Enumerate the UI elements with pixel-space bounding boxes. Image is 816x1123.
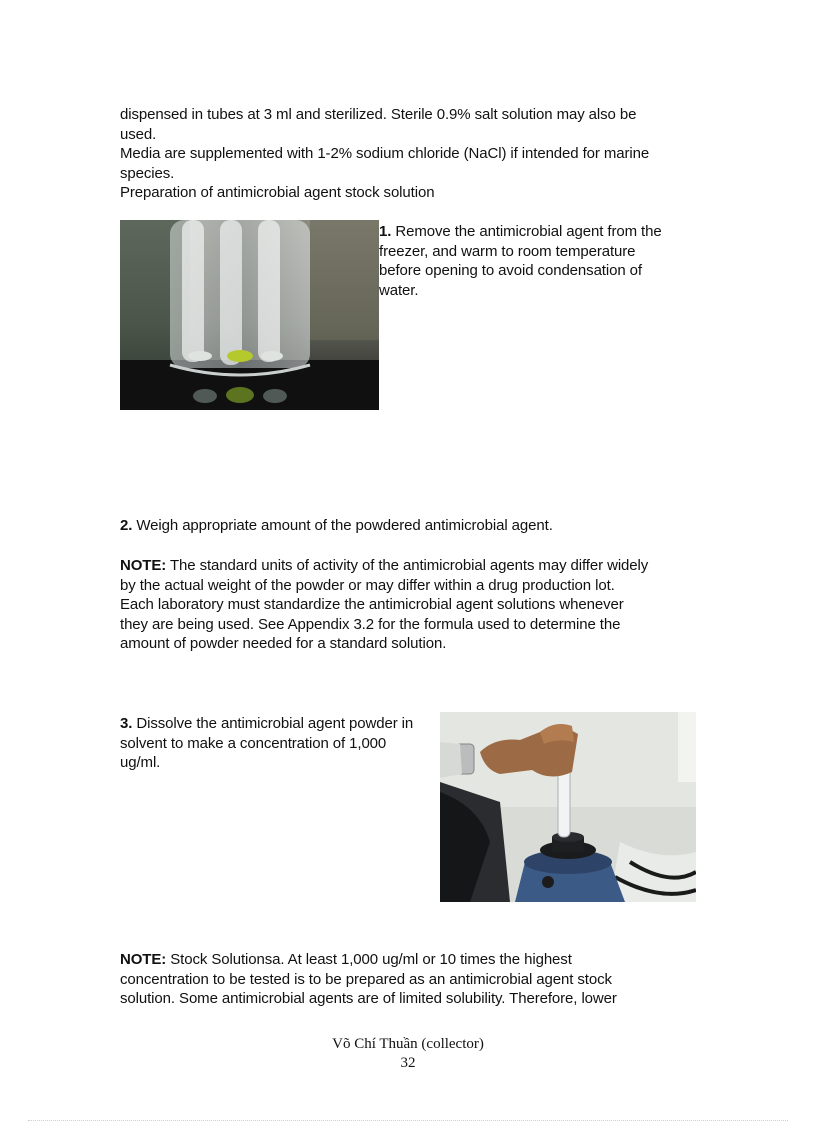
page-bottom-divider <box>28 1120 788 1121</box>
vortex-mixer-photo <box>440 712 696 902</box>
step-3-number: 3. <box>120 715 133 732</box>
step-1-line: water. <box>379 281 419 299</box>
note-2-label: NOTE: <box>120 951 167 968</box>
note-1-line: by the actual weight of the powder or may differ within a drug production lot. <box>120 576 615 594</box>
note-1-paragraph <box>120 556 648 654</box>
note-1-line <box>120 556 648 576</box>
step-1-line <box>379 222 662 242</box>
intro-line: dispensed in tubes at 3 ml and sterilized. Sterile 0.9% salt solution may also be <box>120 106 637 123</box>
step-3-line: solvent to make a concentration of 1,000 <box>120 734 387 752</box>
section-heading: Preparation of antimicrobial agent stock solution <box>120 184 435 201</box>
beaker-illustration <box>120 220 379 410</box>
step-3-line: ug/ml. <box>120 754 161 771</box>
intro-paragraph <box>120 105 649 203</box>
step-2-line-text: Weigh appropriate amount of the powdered antimicrobial agent. <box>132 517 553 534</box>
note-1-line: amount of powder needed for a standard solution. <box>120 635 447 652</box>
note-2-line: solution. Some antimicrobial agents are of limited solubility. Therefore, lower <box>120 990 617 1007</box>
footer-collector: Võ Chí Thuần (collector) <box>332 1036 484 1052</box>
note-2-line-text: Stock Solutionsa. At least 1,000 ug/ml or 10 times the highest <box>166 951 572 968</box>
intro-line: used. <box>120 125 157 143</box>
step-2-line <box>120 516 553 536</box>
step-3-line-text: Dissolve the antimicrobial agent powder in <box>132 715 414 732</box>
page-number: 32 <box>400 1055 416 1071</box>
intro-line: species. <box>120 164 175 182</box>
note-2-line <box>120 950 617 970</box>
step-1-number: 1. <box>379 223 392 240</box>
intro-line: Media are supplemented with 1-2% sodium chloride (NaCl) if intended for marine <box>120 145 650 162</box>
note-2-line: concentration to be tested is to be prepared as an antimicrobial agent stock <box>120 970 612 988</box>
step-3-line <box>120 714 413 734</box>
vortex-mixer-illustration <box>440 712 696 902</box>
note-1-line-text: The standard units of activity of the antimicrobial agents may differ widely <box>166 557 649 574</box>
step-2-number: 2. <box>120 517 133 534</box>
step-1-line-text: Remove the antimicrobial agent from the <box>391 223 662 240</box>
step-1-text <box>379 222 662 300</box>
beaker-photo <box>120 220 379 410</box>
note-2-paragraph <box>120 950 617 1009</box>
note-1-line: Each laboratory must standardize the antimicrobial agent solutions whenever <box>120 596 624 613</box>
step-3-text <box>120 714 413 773</box>
step-1-line: before opening to avoid condensation of <box>379 262 642 279</box>
step-1-line: freezer, and warm to room temperature <box>379 242 636 260</box>
note-1-label: NOTE: <box>120 557 167 574</box>
step-2-text <box>120 516 553 536</box>
note-1-line: they are being used. See Appendix 3.2 for the formula used to determine the <box>120 615 621 633</box>
